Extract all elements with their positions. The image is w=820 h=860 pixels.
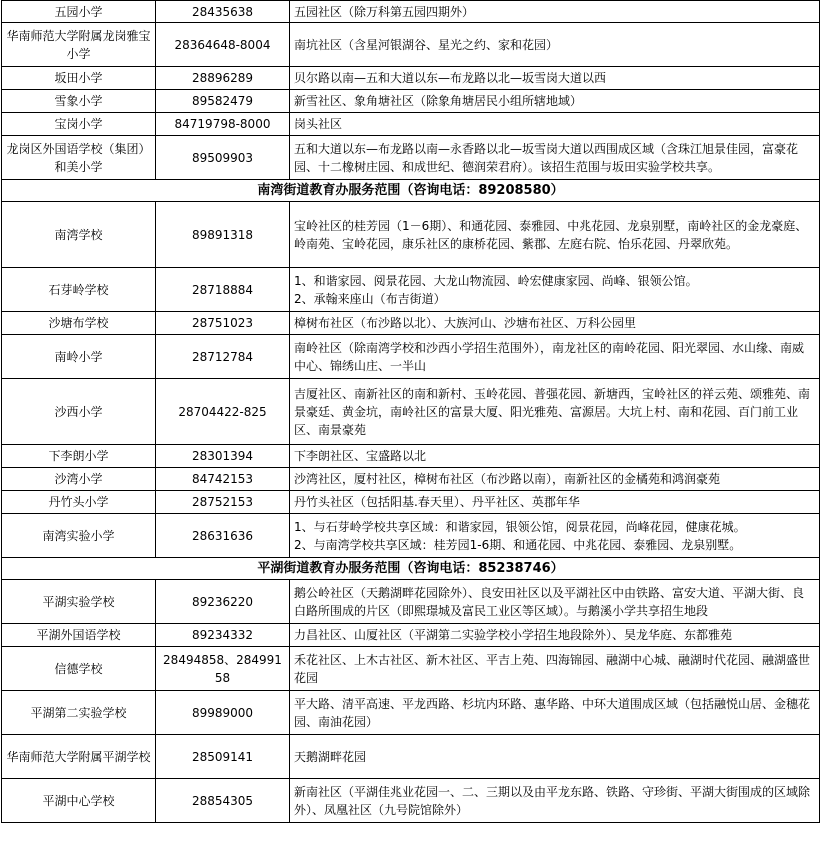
phone-cell: 28751023 bbox=[156, 312, 290, 335]
school-name-cell: 信德学校 bbox=[2, 647, 156, 691]
section-header-row bbox=[2, 558, 820, 580]
school-name-cell: 石芽岭学校 bbox=[2, 268, 156, 312]
table-row bbox=[2, 691, 820, 735]
phone-cell: 28854305 bbox=[156, 779, 290, 823]
table-row bbox=[2, 202, 820, 268]
section-title: 南湾街道教育办服务范围（咨询电话：89208580） bbox=[2, 180, 820, 202]
table-row bbox=[2, 735, 820, 779]
service-area-cell: 天鹅湖畔花园 bbox=[290, 735, 820, 779]
school-name-cell: 平湖第二实验学校 bbox=[2, 691, 156, 735]
phone-cell: 84742153 bbox=[156, 468, 290, 491]
service-area-cell: 岗头社区 bbox=[290, 113, 820, 136]
school-name-cell: 华南师范大学附属平湖学校 bbox=[2, 735, 156, 779]
table-row bbox=[2, 779, 820, 823]
school-name-cell: 平湖外国语学校 bbox=[2, 624, 156, 647]
phone-cell: 28704422-825 bbox=[156, 379, 290, 445]
table-row bbox=[2, 335, 820, 379]
service-area-cell: 新南社区（平湖佳兆业花园一、二、三期以及由平龙东路、铁路、守珍街、平湖大街围成的区域除外）、凤凰社区（九号院馆除外） bbox=[290, 779, 820, 823]
school-name-cell: 平湖中心学校 bbox=[2, 779, 156, 823]
school-name-cell: 宝岗小学 bbox=[2, 113, 156, 136]
service-area-cell: 贝尔路以南—五和大道以东—布龙路以北—坂雪岗大道以西 bbox=[290, 67, 820, 90]
school-name-cell: 龙岗区外国语学校（集团）和美小学 bbox=[2, 136, 156, 180]
service-area-cell: 新雪社区、象角塘社区（除象角塘居民小组所辖地域） bbox=[290, 90, 820, 113]
service-area-cell: 下李朗社区、宝盛路以北 bbox=[290, 445, 820, 468]
service-area-cell: 丹竹头社区（包括阳基.春天里）、丹平社区、英郡年华 bbox=[290, 491, 820, 514]
school-name-cell: 南湾学校 bbox=[2, 202, 156, 268]
school-name-cell: 下李朗小学 bbox=[2, 445, 156, 468]
service-area-cell: 1、与石芽岭学校共享区域：和谐家园，银领公馆，阅景花园，尚峰花园，健康花城。 2、与南湾学校共享区域：桂芳园1-6期、和通花园、中兆花园、泰雅园、龙泉别墅。 bbox=[290, 514, 820, 558]
section-header-row bbox=[2, 180, 820, 202]
school-name-cell: 平湖实验学校 bbox=[2, 580, 156, 624]
school-name-cell: 南岭小学 bbox=[2, 335, 156, 379]
service-area-cell: 平大路、清平高速、平龙西路、杉坑内环路、惠华路、中环大道围成区域（包括融悦山居、金穗花园、南油花园） bbox=[290, 691, 820, 735]
service-area-cell: 吉厦社区、南新社区的南和新村、玉岭花园、普强花园、新塘西，宝岭社区的祥云苑、颂雅苑、南景豪廷、黄金坑，南岭社区的富景大厦、阳光雅苑、富源居。大坑上村、南和花园、百门前工业区、南景豪苑 bbox=[290, 379, 820, 445]
section-title: 平湖街道教育办服务范围（咨询电话：85238746） bbox=[2, 558, 820, 580]
table-row bbox=[2, 268, 820, 312]
table-row bbox=[2, 1, 820, 23]
service-area-cell: 禾花社区、上木古社区、新木社区、平吉上苑、四海锦园、融湖中心城、融湖时代花园、融湖盛世花园 bbox=[290, 647, 820, 691]
phone-cell: 84719798-8000 bbox=[156, 113, 290, 136]
phone-cell: 28509141 bbox=[156, 735, 290, 779]
phone-cell: 28631636 bbox=[156, 514, 290, 558]
school-name-cell: 华南师范大学附属龙岗雅宝小学 bbox=[2, 23, 156, 67]
table-row bbox=[2, 468, 820, 491]
school-name-cell: 沙西小学 bbox=[2, 379, 156, 445]
service-area-cell: 南岭社区（除南湾学校和沙西小学招生范围外），南龙社区的南岭花园、阳光翠园、水山缘、南威中心、锦绣山庄、一半山 bbox=[290, 335, 820, 379]
school-name-cell: 沙塘布学校 bbox=[2, 312, 156, 335]
service-area-cell: 鹅公岭社区（天鹅湖畔花园除外）、良安田社区以及平湖社区中由铁路、富安大道、平湖大街、良白路所围成的片区（即熙璟城及富民工业区等区域）。与鹅溪小学共享招生地段 bbox=[290, 580, 820, 624]
service-area-cell: 南坑社区（含星河银湖谷、星光之约、家和花园） bbox=[290, 23, 820, 67]
table-row bbox=[2, 136, 820, 180]
phone-cell: 28718884 bbox=[156, 268, 290, 312]
school-name-cell: 坂田小学 bbox=[2, 67, 156, 90]
school-name-cell: 丹竹头小学 bbox=[2, 491, 156, 514]
table-row bbox=[2, 312, 820, 335]
table-row bbox=[2, 491, 820, 514]
table-row bbox=[2, 580, 820, 624]
phone-cell: 89236220 bbox=[156, 580, 290, 624]
table-row bbox=[2, 67, 820, 90]
phone-cell: 89582479 bbox=[156, 90, 290, 113]
table-row bbox=[2, 445, 820, 468]
phone-cell: 28435638 bbox=[156, 1, 290, 23]
school-name-cell: 雪象小学 bbox=[2, 90, 156, 113]
phone-cell: 89989000 bbox=[156, 691, 290, 735]
table-row bbox=[2, 113, 820, 136]
enrollment-table bbox=[1, 0, 820, 823]
school-name-cell: 沙湾小学 bbox=[2, 468, 156, 491]
phone-cell: 28301394 bbox=[156, 445, 290, 468]
phone-cell: 28752153 bbox=[156, 491, 290, 514]
phone-cell: 89234332 bbox=[156, 624, 290, 647]
phone-cell: 28896289 bbox=[156, 67, 290, 90]
service-area-cell: 力昌社区、山厦社区（平湖第二实验学校小学招生地段除外）、昊龙华庭、东都雅苑 bbox=[290, 624, 820, 647]
service-area-cell: 五和大道以东—布龙路以南—永香路以北—坂雪岗大道以西围成区域（含珠江旭景佳园，富豪花园、十二橡树庄园、和成世纪、德润荣君府）。该招生范围与坂田实验学校共享。 bbox=[290, 136, 820, 180]
school-name-cell: 五园小学 bbox=[2, 1, 156, 23]
table-row bbox=[2, 90, 820, 113]
table-body bbox=[2, 1, 820, 823]
table-row bbox=[2, 514, 820, 558]
phone-cell: 89509903 bbox=[156, 136, 290, 180]
service-area-cell: 1、和谐家园、阅景花园、大龙山物流园、岭宏健康家园、尚峰、银领公馆。 2、承翰来座山（布吉街道） bbox=[290, 268, 820, 312]
school-name-cell: 南湾实验小学 bbox=[2, 514, 156, 558]
phone-cell: 89891318 bbox=[156, 202, 290, 268]
service-area-cell: 樟树布社区（布沙路以北）、大族河山、沙塘布社区、万科公园里 bbox=[290, 312, 820, 335]
service-area-cell: 五园社区（除万科第五园四期外） bbox=[290, 1, 820, 23]
service-area-cell: 沙湾社区，厦村社区，樟树布社区（布沙路以南），南新社区的金橘苑和鸿润豪苑 bbox=[290, 468, 820, 491]
service-area-cell: 宝岭社区的桂芳园（1－6期）、和通花园、泰雅园、中兆花园、龙泉别墅，南岭社区的金龙豪庭、岭南苑、宝岭花园，康乐社区的康桥花园、紫郡、左庭右院、怡乐花园、丹翠欣苑。 bbox=[290, 202, 820, 268]
table-row bbox=[2, 647, 820, 691]
phone-cell: 28364648-8004 bbox=[156, 23, 290, 67]
phone-cell: 28712784 bbox=[156, 335, 290, 379]
table-row bbox=[2, 379, 820, 445]
table-row bbox=[2, 624, 820, 647]
phone-cell: 28494858、28499158 bbox=[156, 647, 290, 691]
table-row bbox=[2, 23, 820, 67]
